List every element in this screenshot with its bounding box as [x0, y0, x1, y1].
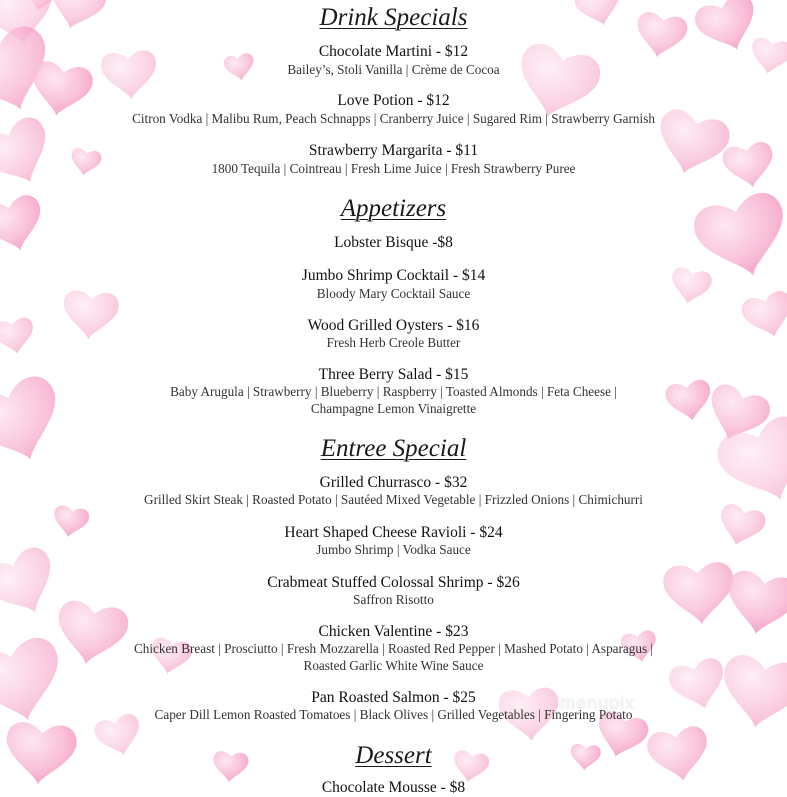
item-name: Wood Grilled Oysters - $16	[307, 317, 480, 334]
item-name: Chocolate Mousse - $8	[321, 779, 466, 796]
watermark: menupix	[560, 693, 636, 713]
section-title-drink-specials: Drink Specials	[319, 4, 468, 31]
item-name: Chicken Valentine - $23	[318, 623, 469, 640]
item-desc: Grilled Skirt Steak | Roasted Potato | Sautéed Mixed Vegetable | Frizzled Onions | Chimichurri	[144, 492, 643, 507]
item-desc: Champagne Lemon Vinaigrette	[310, 401, 477, 416]
item-desc: Baby Arugula | Strawberry | Blueberry | Raspberry | Toasted Almonds | Feta Cheese |	[170, 384, 617, 399]
item-desc: Fresh Herb Creole Butter	[326, 335, 461, 350]
item-desc: Jumbo Shrimp | Vodka Sauce	[316, 542, 471, 557]
item-name: Chocolate Martini - $12	[318, 43, 469, 60]
item-name: Love Potion - $12	[337, 92, 450, 109]
item-desc: Citron Vodka | Malibu Rum, Peach Schnapps | Cranberry Juice | Sugared Rim | Strawberry Garnish	[132, 111, 655, 126]
item-name: Jumbo Shrimp Cocktail - $14	[301, 267, 486, 284]
item-name: Heart Shaped Cheese Ravioli - $24	[284, 524, 503, 541]
item-desc: Caper Dill Lemon Roasted Tomatoes | Black Olives | Grilled Vegetables | Fingering Potato	[154, 707, 633, 722]
section-title-appetizers: Appetizers	[340, 195, 447, 222]
item-desc: 1800 Tequila | Cointreau | Fresh Lime Juice | Fresh Strawberry Puree	[211, 161, 576, 176]
item-desc: Saffron Risotto	[353, 592, 434, 607]
section-title-entree-special: Entree Special	[320, 435, 467, 462]
item-name: Grilled Churrasco - $32	[319, 474, 468, 491]
item-name: Lobster Bisque -$8	[334, 234, 453, 251]
item-desc: Bailey’s, Stoli Vanilla | Crème de Cocoa	[287, 62, 500, 77]
item-desc: Bloody Mary Cocktail Sauce	[316, 286, 471, 301]
item-name: Three Berry Salad - $15	[318, 366, 469, 383]
section-title-dessert: Dessert	[355, 742, 432, 769]
item-desc: Chicken Breast | Prosciutto | Fresh Mozzarella | Roasted Red Pepper | Mashed Potato | Asparagus |	[133, 641, 654, 656]
item-name: Crabmeat Stuffed Colossal Shrimp - $26	[267, 574, 520, 591]
item-desc: Roasted Garlic White Wine Sauce	[303, 658, 484, 673]
item-name: Pan Roasted Salmon - $25	[311, 689, 476, 706]
item-name: Strawberry Margarita - $11	[308, 142, 479, 159]
